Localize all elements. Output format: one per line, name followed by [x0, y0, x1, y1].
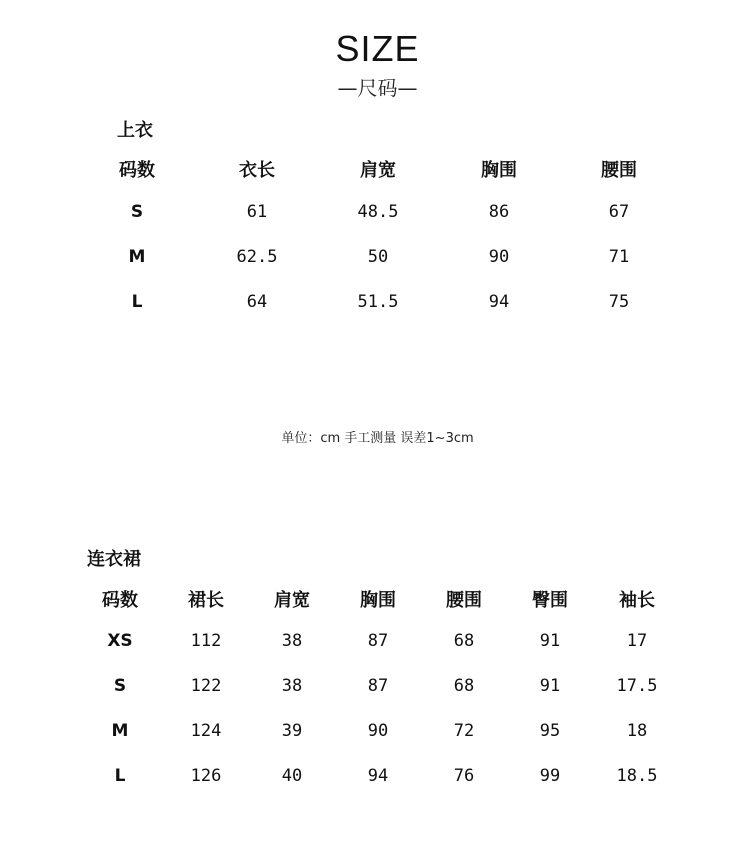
top-section-label: 上衣 — [117, 120, 153, 141]
top-header-chest: 胸围 — [481, 160, 517, 181]
top-row-s-size: S — [130, 202, 144, 222]
top-row-m-shoulder: 50 — [367, 247, 389, 267]
dress-header-shoulder: 肩宽 — [274, 590, 310, 611]
dress-row-l-skirt-length: 126 — [190, 766, 222, 786]
top-row-l-length: 64 — [246, 292, 268, 312]
top-row-l-shoulder: 51.5 — [357, 292, 399, 312]
top-row-s-chest: 86 — [488, 202, 510, 222]
top-row-l-size: L — [131, 292, 143, 312]
top-row-s-shoulder: 48.5 — [357, 202, 399, 222]
dress-row-s-skirt-length: 122 — [190, 676, 222, 696]
dress-row-l-chest: 94 — [367, 766, 389, 786]
dress-row-l-waist: 76 — [453, 766, 475, 786]
dress-row-xs-hip: 91 — [539, 631, 561, 651]
dress-row-m-sleeve: 18 — [626, 721, 648, 741]
dress-header-hip: 臀围 — [532, 590, 568, 611]
dress-row-xs-shoulder: 38 — [281, 631, 303, 651]
dress-row-s-waist: 68 — [453, 676, 475, 696]
dress-row-l-size: L — [114, 766, 126, 786]
dress-row-s-size: S — [113, 676, 127, 696]
dress-row-m-shoulder: 39 — [281, 721, 303, 741]
dress-row-m-chest: 90 — [367, 721, 389, 741]
top-row-m-length: 62.5 — [236, 247, 278, 267]
dress-row-s-hip: 91 — [539, 676, 561, 696]
dress-row-xs-skirt-length: 112 — [190, 631, 222, 651]
dress-section-label: 连衣裙 — [87, 549, 141, 570]
top-header-shoulder: 肩宽 — [360, 160, 396, 181]
top-row-s-waist: 67 — [608, 202, 630, 222]
dress-row-s-chest: 87 — [367, 676, 389, 696]
top-row-m-waist: 71 — [608, 247, 630, 267]
dress-header-skirt-length: 裙长 — [188, 590, 224, 611]
dress-row-l-sleeve: 18.5 — [616, 766, 658, 786]
dress-row-m-skirt-length: 124 — [190, 721, 222, 741]
measurement-note: 单位：cm 手工测量 误差1~3cm — [281, 431, 474, 446]
dress-header-size: 码数 — [102, 590, 138, 611]
dress-row-m-waist: 72 — [453, 721, 475, 741]
dress-row-xs-chest: 87 — [367, 631, 389, 651]
dress-row-xs-waist: 68 — [453, 631, 475, 651]
top-row-l-waist: 75 — [608, 292, 630, 312]
top-row-m-size: M — [128, 247, 146, 267]
dress-row-m-size: M — [111, 721, 129, 741]
top-row-l-chest: 94 — [488, 292, 510, 312]
top-row-s-length: 61 — [246, 202, 268, 222]
top-header-length: 衣长 — [239, 160, 275, 181]
dress-row-l-shoulder: 40 — [281, 766, 303, 786]
top-row-m-chest: 90 — [488, 247, 510, 267]
dress-row-s-shoulder: 38 — [281, 676, 303, 696]
page-title: SIZE — [335, 28, 420, 69]
dress-row-m-hip: 95 — [539, 721, 561, 741]
page-subtitle: —尺码— — [337, 76, 418, 100]
dress-row-l-hip: 99 — [539, 766, 561, 786]
dress-header-sleeve: 袖长 — [619, 590, 655, 611]
dress-row-s-sleeve: 17.5 — [616, 676, 658, 696]
dress-row-xs-sleeve: 17 — [626, 631, 648, 651]
top-header-waist: 腰围 — [601, 160, 637, 181]
dress-header-waist: 腰围 — [446, 590, 482, 611]
dress-row-xs-size: XS — [107, 631, 133, 651]
top-header-size: 码数 — [119, 160, 155, 181]
dress-header-chest: 胸围 — [360, 590, 396, 611]
